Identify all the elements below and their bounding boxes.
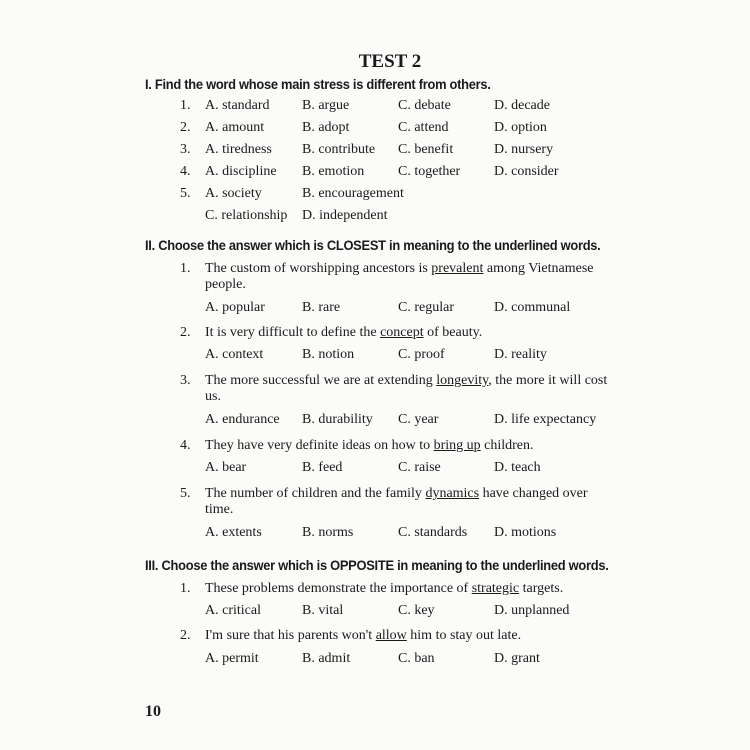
option-a: A. context [205,347,264,362]
option-a: A. extents [205,525,262,540]
option-d: D. reality [494,347,547,362]
option-b: B. vital [302,603,344,618]
option-a: A. critical [205,603,261,618]
question-text-part: among Vietnamese people. [205,261,594,292]
question-number: 2. [180,628,191,643]
option-b: B. notion [302,347,355,362]
underlined-word: bring up [433,438,481,453]
option-c: C. raise [398,460,441,475]
option-b: B. durability [302,412,373,427]
question-text [205,261,610,293]
option-d: D. teach [494,460,541,475]
option-b: B. feed [302,460,343,475]
option-c: C. standards [398,525,468,540]
question-text-part: They have very definite ideas on how to [205,438,434,453]
question-number: 1. [180,581,191,596]
question-text-part: These problems demonstrate the importance of [205,581,472,596]
option-d: D. grant [494,651,540,666]
question-text [205,438,610,454]
option-c: C. relationship [205,208,288,223]
item-number: 5. [180,186,191,201]
option-a: A. permit [205,651,259,666]
option-b: B. norms [302,525,354,540]
question-text [205,486,610,518]
option-d: D. nursery [494,142,554,157]
underlined-word: dynamics [425,486,480,501]
option-c: C. ban [398,651,435,666]
item-number: 3. [180,142,191,157]
option-a: A. endurance [205,412,280,427]
option-c: C. key [398,603,435,618]
option-b: B. adopt [302,120,350,135]
section-1-heading: I. Find the word whose main stress is different from others. [145,76,491,92]
question-text-part: It is very difficult to define the [205,325,381,340]
item-number: 4. [180,164,191,179]
underlined-word: concept [380,325,424,340]
option-b: B. contribute [302,142,376,157]
page-title: TEST 2 [358,51,422,72]
underlined-word: prevalent [431,261,484,276]
option-d: D. independent [302,208,388,223]
question-text-part: him to stay out late. [406,628,522,643]
underlined-word: longevity [436,373,489,388]
option-a: A. standard [205,98,270,113]
option-c: C. regular [398,300,454,315]
option-d: D. life expectancy [494,412,597,427]
option-b: B. emotion [302,164,365,179]
item-number: 2. [180,120,191,135]
question-text-part: The number of children and the family [205,486,426,501]
option-a: A. society [205,186,262,201]
question-number: 5. [180,486,191,501]
underlined-word: strategic [471,581,520,596]
question-text-part: have changed over time. [205,486,588,517]
question-text-part: I'm sure that his parents won't [205,628,376,643]
option-c: C. attend [398,120,449,135]
option-c: C. together [398,164,461,179]
option-d: D. option [494,120,547,135]
option-b: B. encouragement [302,186,404,201]
option-b: B. admit [302,651,351,666]
question-number: 2. [180,325,191,340]
option-d: D. decade [494,98,550,113]
question-text [205,373,610,405]
option-c: C. year [398,412,439,427]
item-number: 1. [180,98,191,113]
option-c: C. benefit [398,142,454,157]
option-a: A. tiredness [205,142,272,157]
option-d: D. communal [494,300,571,315]
question-text-part: of beauty. [423,325,483,340]
question-number: 4. [180,438,191,453]
question-text [205,628,610,644]
question-number: 3. [180,373,191,388]
option-c: C. proof [398,347,445,362]
question-number: 1. [180,261,191,276]
question-text-part: The custom of worshipping ancestors is [205,261,432,276]
option-a: A. amount [205,120,265,135]
option-b: B. rare [302,300,341,315]
question-text-part: , the more it will cost us. [205,373,608,404]
underlined-word: allow [375,628,407,643]
option-d: D. consider [494,164,559,179]
question-text-part: children. [480,438,534,453]
question-text-part: The more successful we are at extending [205,373,437,388]
question-text-part: targets. [519,581,564,596]
option-b: B. argue [302,98,350,113]
page-number: 10 [145,703,161,720]
section-3-heading: III. Choose the answer which is OPPOSITE in meaning to the underlined words. [145,557,609,573]
option-a: A. discipline [205,164,277,179]
option-d: D. motions [494,525,557,540]
option-a: A. bear [205,460,247,475]
option-c: C. debate [398,98,451,113]
question-text [205,581,610,597]
question-text [205,325,610,341]
option-d: D. unplanned [494,603,570,618]
option-a: A. popular [205,300,265,315]
section-2-heading: II. Choose the answer which is CLOSEST in meaning to the underlined words. [145,237,601,253]
